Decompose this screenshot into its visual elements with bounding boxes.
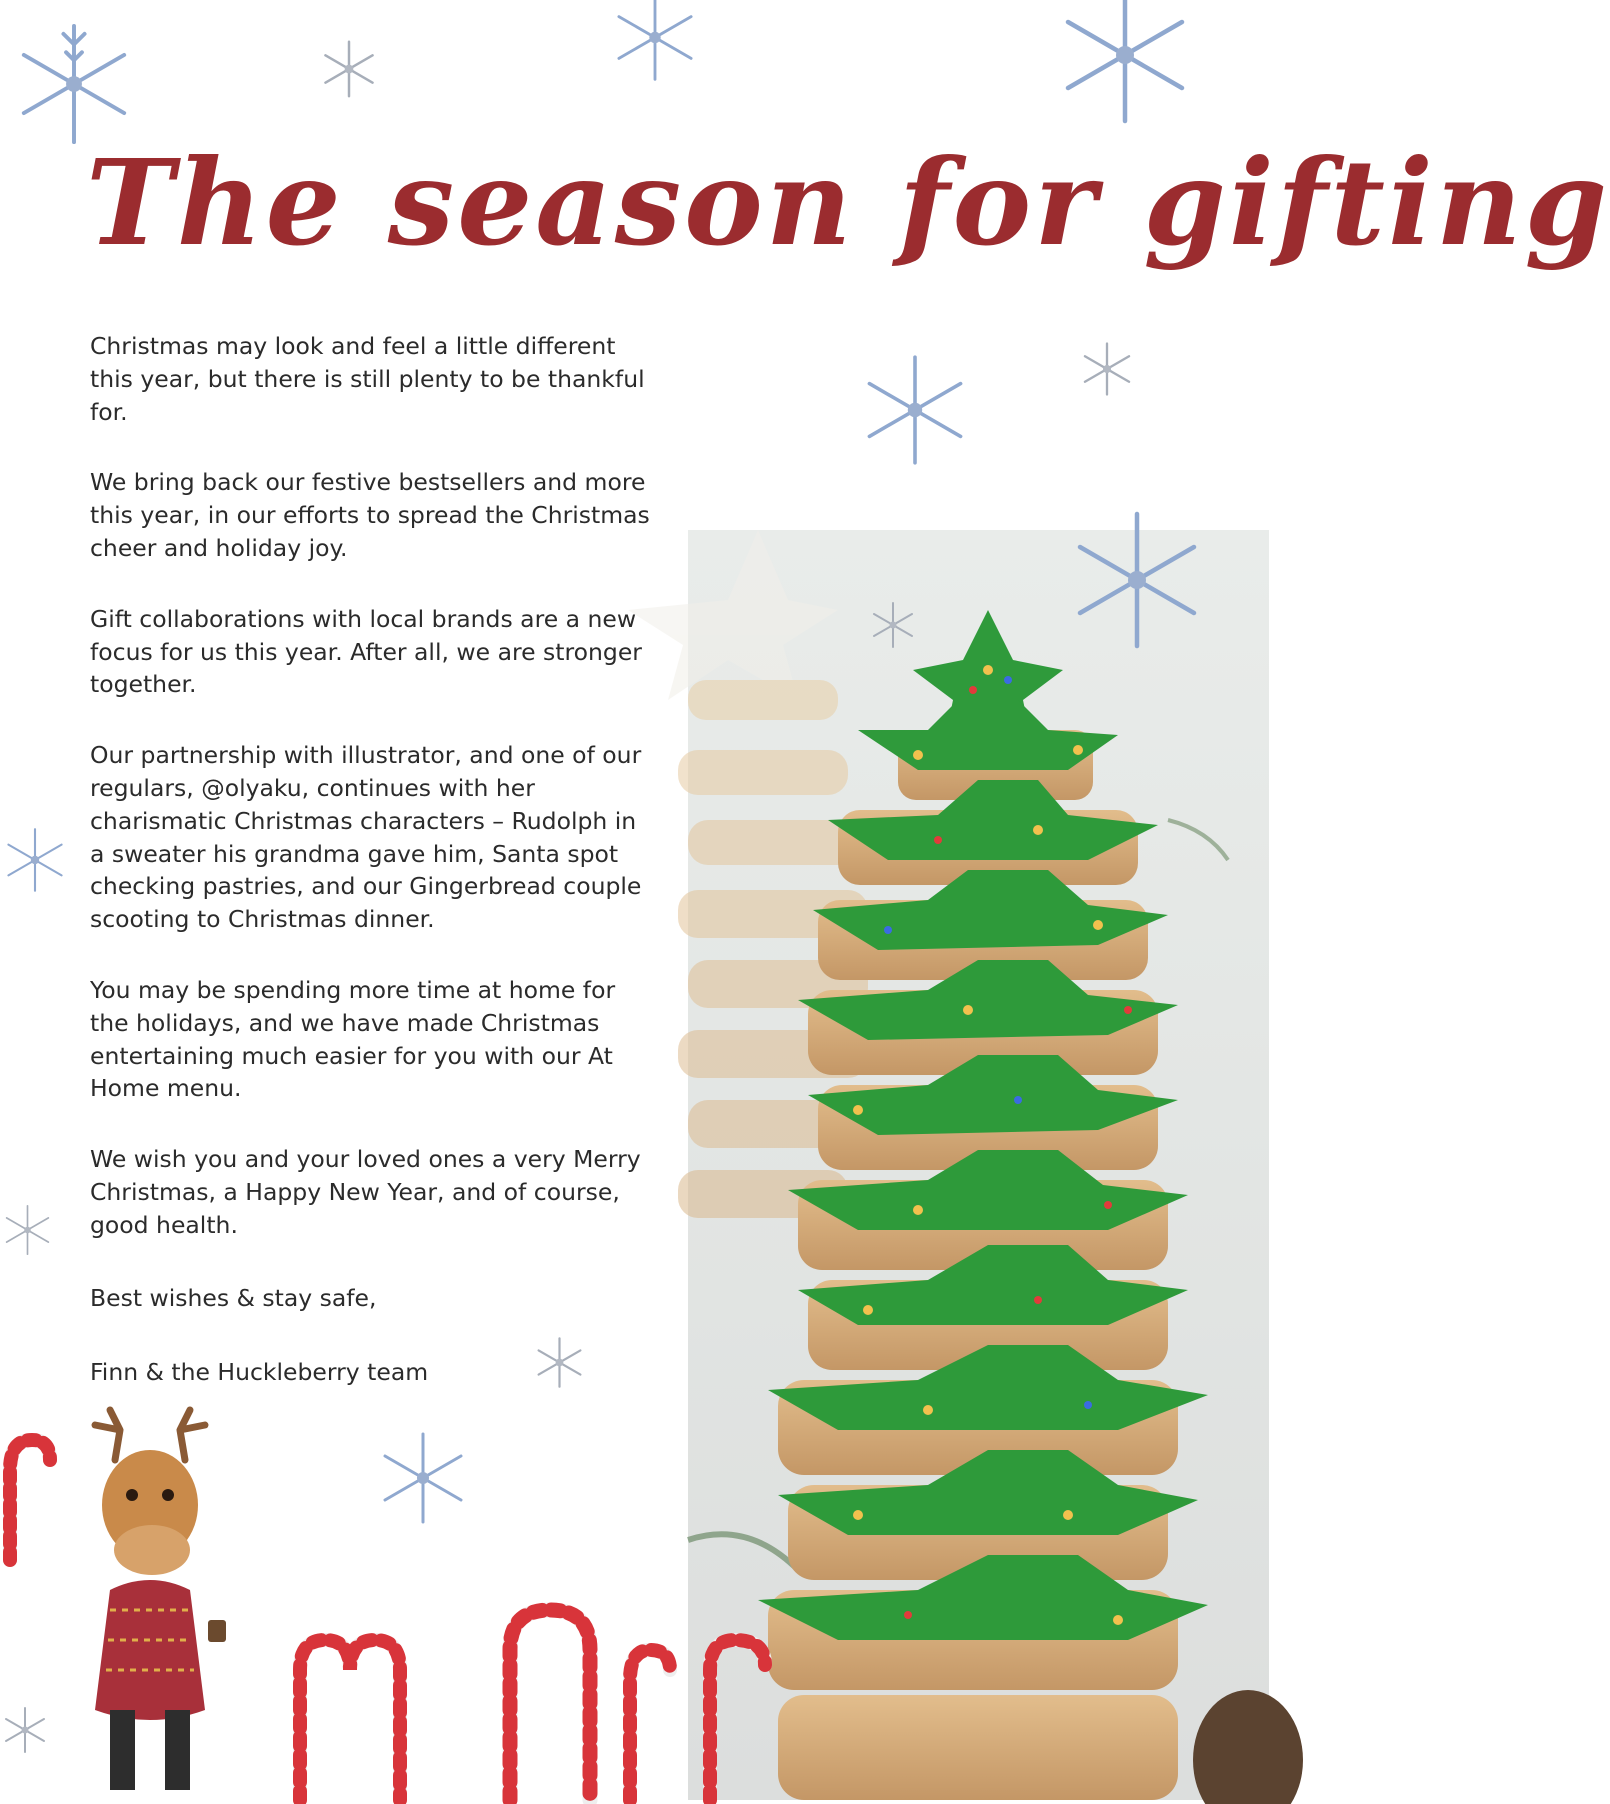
reindeer-in-sweater-illustration [40, 1410, 260, 1800]
letter-body [90, 330, 650, 1428]
paragraph: Gift collaborations with local brands are a new focus for us this year. After all, we are stronger together. [90, 604, 642, 699]
snowflake-icon [1078, 340, 1136, 398]
page-title: The season for gifting [86, 133, 1610, 272]
candy-cane-icon [0, 1430, 55, 1560]
paragraph: Our partnership with illustrator, and one of our regulars, @olyaku, continues with her charismatic Christmas characters – Rudolph in a sweater his grandma gave him, Santa spot checking pastries, and our Gingerbread couple scooting to Christmas dinner. [90, 741, 642, 934]
paragraph: We wish you and your loved ones a very Merry Christmas, a Happy New Year, and of course, good health. [90, 1145, 641, 1239]
candy-cane-icon [480, 1570, 680, 1800]
snowflake-icon [0, 1180, 55, 1280]
candy-cane-icon [690, 1620, 785, 1800]
snowflake-icon [1062, 500, 1212, 660]
snowflake-icon [868, 600, 918, 650]
cookie-tree-image [688, 530, 1269, 1800]
star-cookie-tree-photo [688, 530, 1269, 1800]
paragraph: You may be spending more time at home for the holidays, and we have made Christmas entertaining much easier for you with our At Home menu. [90, 975, 616, 1103]
signoff-signature: Finn & the Huckleberry team [90, 1357, 429, 1386]
snowflake-icon [373, 1428, 473, 1528]
snowflake-icon [855, 350, 975, 470]
signoff-line: Best wishes & stay safe, [90, 1283, 377, 1312]
snowflake-icon [318, 38, 380, 100]
paragraph: We bring back our festive bestsellers and more this year, in our efforts to spread the Christmas cheer and holiday joy. [90, 468, 650, 562]
snowflake-icon [0, 780, 70, 940]
snowflake-icon [590, 0, 720, 85]
snowflake-icon [1040, 0, 1210, 130]
candy-cane-icon [280, 1600, 420, 1800]
paragraph: Christmas may look and feel a little different this year, but there is still plenty to be thankful for. [90, 332, 645, 426]
